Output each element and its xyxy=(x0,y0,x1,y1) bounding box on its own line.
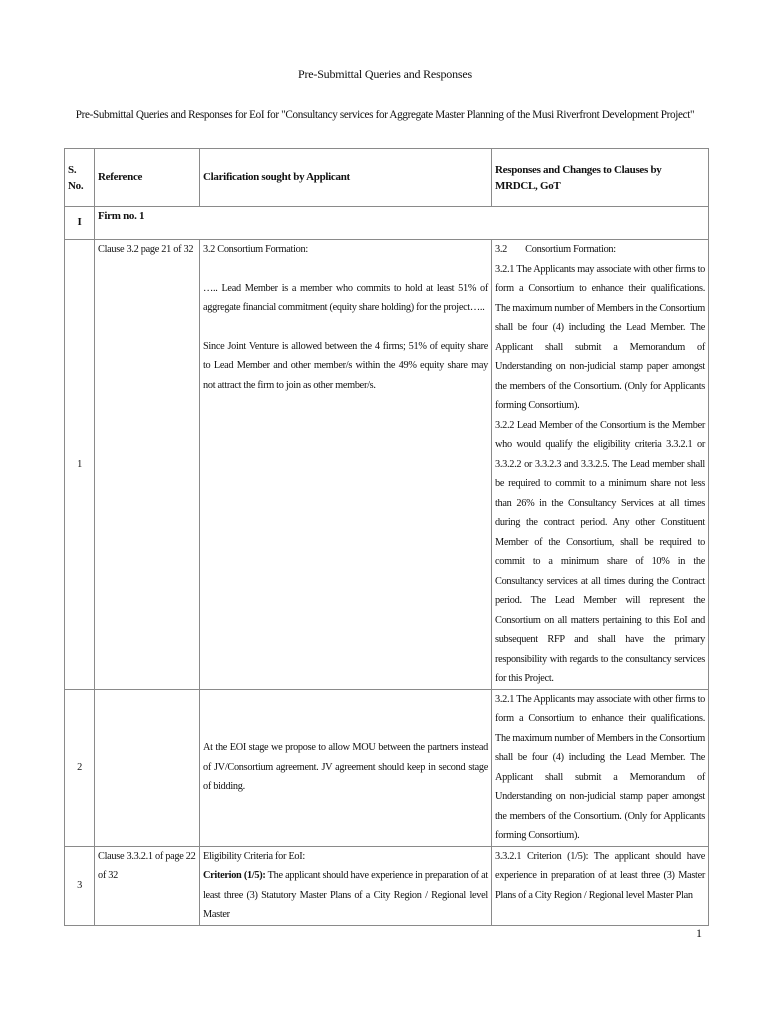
row-reference: Clause 3.3.2.1 of page 22 of 32 xyxy=(95,846,200,925)
criterion-label: Criterion (1/5): xyxy=(203,870,266,881)
group-label: Firm no. 1 xyxy=(95,207,709,240)
response-paragraph: 3.2 Consortium Formation: xyxy=(495,244,616,255)
header-reference: Reference xyxy=(95,149,200,207)
clarification-paragraph: Since Joint Venture is allowed between the 4 firms; 51% of equity share to Lead Member and other member/s within the 49% equity share may not attract the firm to join as other member/s. xyxy=(203,340,488,391)
row-response xyxy=(492,240,709,690)
row-sno: 1 xyxy=(65,240,95,690)
response-paragraph: 3.2.1 The Applicants may associate with other firms to form a Consortium to enhance their qualifications. The maximum number of Members in the Consortium shall be four (4) including the Lead Member. The Applicant shall submit a Memorandum of Understanding on non-judicial stamp paper amongst the members of the Consortium. (Only for Applicants forming Consortium). xyxy=(495,263,705,411)
document-subtitle: Pre-Submittal Queries and Responses for EoI for "Consultancy services for Aggregate Master Planning of the Musi Riverfront Development Project" xyxy=(75,109,695,121)
row-response xyxy=(492,846,709,925)
row-clarification xyxy=(200,689,492,846)
row-response xyxy=(492,689,709,846)
row-clarification xyxy=(200,240,492,690)
group-numeral: I xyxy=(65,207,95,240)
response-paragraph: 3.3.2.1 Criterion (1/5): The applicant should have experience in preparation of at least three (3) Master Plans of a City Region / Regional level Master Plan xyxy=(495,850,705,901)
header-sno-line2: No. xyxy=(68,179,84,192)
clarification-paragraph: Eligibility Criteria for EoI: xyxy=(203,850,305,862)
row-clarification xyxy=(200,846,492,925)
header-response: Responses and Changes to Clauses by MRDCL, GoT xyxy=(492,149,709,207)
criterion-text: The applicant should have experience in preparation of at least three (3) Statutory Master Plans of a City Region / Regional level Master xyxy=(203,870,488,920)
header-sno xyxy=(65,149,95,207)
row-reference: Clause 3.2 page 21 of 32 xyxy=(95,240,200,690)
clarification-paragraph: At the EOI stage we propose to allow MOU between the partners instead of JV/Consortium agreement. JV agreement should keep in second stage of bidding. xyxy=(203,742,488,793)
row-sno: 3 xyxy=(65,846,95,925)
queries-table xyxy=(64,148,709,926)
response-paragraph: 3.2.2 Lead Member of the Consortium is the Member who would qualify the eligibility criteria 3.3.2.1 or 3.3.2.2 or 3.3.2.3 and 3.3.2.5. The Lead member shall be required to commit to a minimum share not less than 26% in the Consultancy Services at all times during the contract period. Any other Constituent Member of the Consortium, shall be required to commit to a minimum share of 10% in the Consultancy services at all times during the Contract period. The Lead Member will represent the Consortium on all matters pertaining to this EoI and subsequent RFP and shall have the primary responsibility with regards to the consultancy services for this Project. xyxy=(495,419,705,684)
table-row xyxy=(65,846,709,925)
clarification-paragraph: ….. Lead Member is a member who commits to hold at least 51% of aggregate financial commitment (equity share holding) for the project….. xyxy=(203,282,488,313)
row-reference xyxy=(95,689,200,846)
clarification-paragraph xyxy=(203,866,488,925)
header-sno-line1: S. xyxy=(68,163,77,176)
page-title: Pre-Submittal Queries and Responses xyxy=(298,67,472,81)
clarification-paragraph: 3.2 Consortium Formation: xyxy=(203,244,308,255)
response-paragraph: 3.2.1 The Applicants may associate with other firms to form a Consortium to enhance their qualifications. The maximum number of Members in the Consortium shall be four (4) including the Lead Member. The Applicant shall submit a Memorandum of Understanding on non-judicial stamp paper amongst the members of the Consortium. (Only for Applicants forming Consortium). xyxy=(495,693,705,841)
group-row xyxy=(65,207,709,240)
table-row xyxy=(65,240,709,690)
header-row xyxy=(65,149,709,207)
row-sno: 2 xyxy=(65,689,95,846)
page-number: 1 xyxy=(696,926,702,940)
header-clarification: Clarification sought by Applicant xyxy=(200,149,492,207)
table-row xyxy=(65,689,709,846)
